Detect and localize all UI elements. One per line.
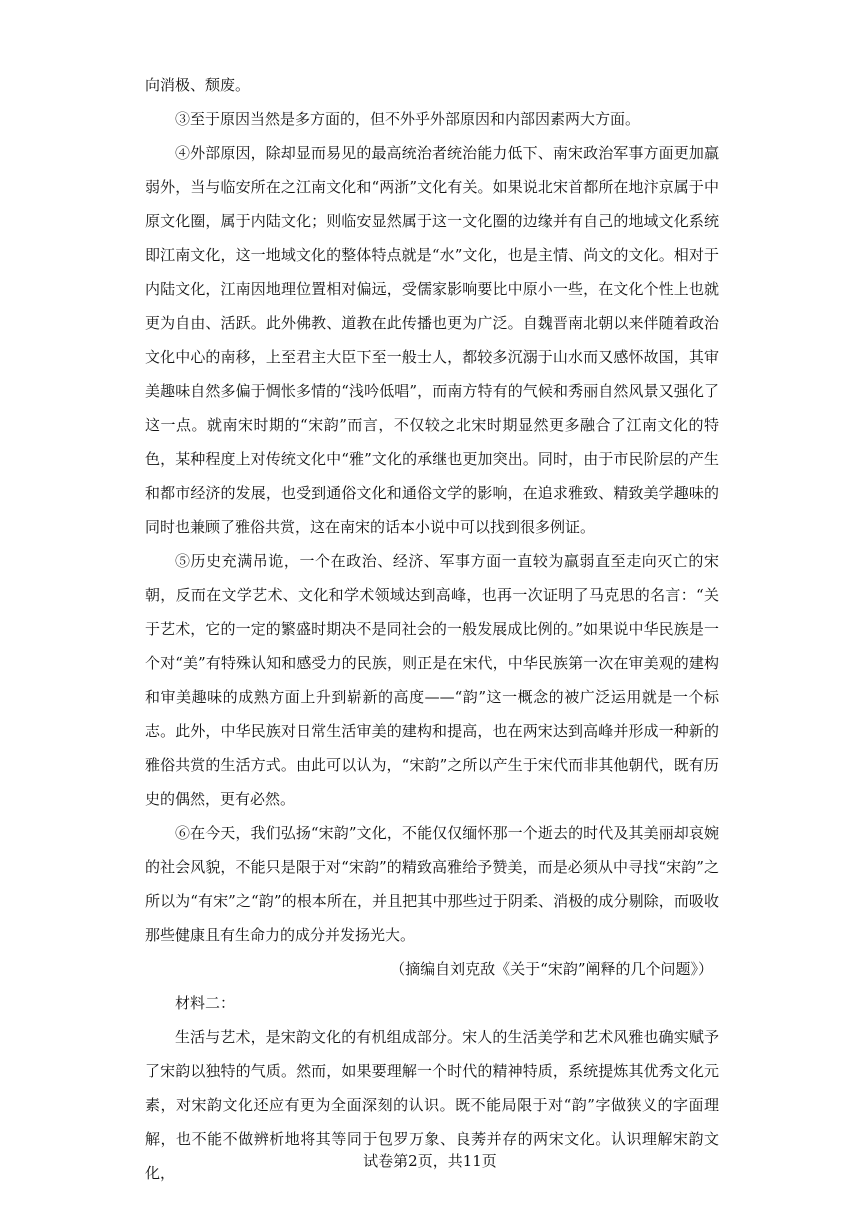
paragraph-continuation: 向消极、颓废。 [145, 76, 251, 94]
paragraph-6: ⑥在今天，我们弘扬“宋韵”文化，不能仅仅缅怀那一个逝去的时代及其美丽却哀婉的社会风貌，不能只是限于对“宋韵”的精致高雅给予赞美，而是必须从中寻找“宋韵”之所以为“有宋”之“韵”的根本所在，并且把其中那些过于阴柔、消极的成分剔除，而吸收那些健康且有生命力的成分并发扬光大。 [145, 824, 719, 944]
page-footer: 试卷第2页，共11页 [363, 1152, 497, 1170]
material-2-heading: 材料二： [175, 994, 236, 1012]
material-2-paragraph: 生活与艺术，是宋韵文化的有机组成部分。宋人的生活美学和艺术风雅也确实赋予了宋韵以独特的气质。然而，如果要理解一个时代的精神特质，系统提炼其优秀文化元素，对宋韵文化还应有更为全面深刻的认识。既不能局限于对“韵”字做狭义的字面理解，也不能不做辨析地将其等同于包罗万象、良莠并存的两宋文化。认识理解宋韵文化， [145, 1028, 719, 1182]
source-citation: （摘编自刘克敌《关于“宋韵”阐释的几个问题》） [390, 960, 713, 978]
paragraph-4: ④外部原因，除却显而易见的最高统治者统治能力低下、南宋政治军事方面更加羸弱外，当与临安所在之江南文化和“两浙”文化有关。如果说北宋首都所在地汴京属于中原文化圈，属于内陆文化；则临安显然属于这一文化圈的边缘并有自己的地域文化系统即江南文化，这一地域文化的整体特点就是“水”文化，也是主情、尚文的文化。相对于内陆文化，江南因地理位置相对偏远，受儒家影响要比中原小一些，在文化个性上也就更为自由、活跃。此外佛教、道教在此传播也更为广泛。自魏晋南北朝以来伴随着政治文化中心的南移，上至君主大臣下至一般士人，都较多沉溺于山水而又感怀故国，其审美趣味自然多偏于惆怅多情的“浅吟低唱”，而南方特有的气候和秀丽自然风景又强化了这一点。就南宋时期的“宋韵”而言，不仅较之北宋时期显然更多融合了江南文化的特色，某种程度上对传统文化中“雅”文化的承继也更加突出。同时，由于市民阶层的产生和都市经济的发展，也受到通俗文化和通俗文学的影响，在追求雅致、精致美学趣味的同时也兼顾了雅俗共赏，这在南宋的话本小说中可以找到很多例证。 [145, 144, 719, 536]
paragraph-3: ③至于原因当然是多方面的，但不外乎外部原因和内部因素两大方面。 [175, 110, 641, 128]
paragraph-5: ⑤历史充满吊诡，一个在政治、经济、军事方面一直较为羸弱直至走向灭亡的宋朝，反而在文学艺术、文化和学术领域达到高峰，也再一次证明了马克思的名言：“关于艺术，它的一定的繁盛时期决不是同社会的一般发展成比例的。”如果说中华民族是一个对“美”有特殊认知和感受力的民族，则正是在宋代，中华民族第一次在审美观的建构和审美趣味的成熟方面上升到崭新的高度——“韵”这一概念的被广泛运用就是一个标志。此外，中华民族对日常生活审美的建构和提高，也在两宋达到高峰并形成一种新的雅俗共赏的生活方式。由此可以认为，“宋韵”之所以产生于宋代而非其他朝代，既有历史的偶然，更有必然。 [145, 552, 719, 808]
document-body [145, 68, 719, 1190]
